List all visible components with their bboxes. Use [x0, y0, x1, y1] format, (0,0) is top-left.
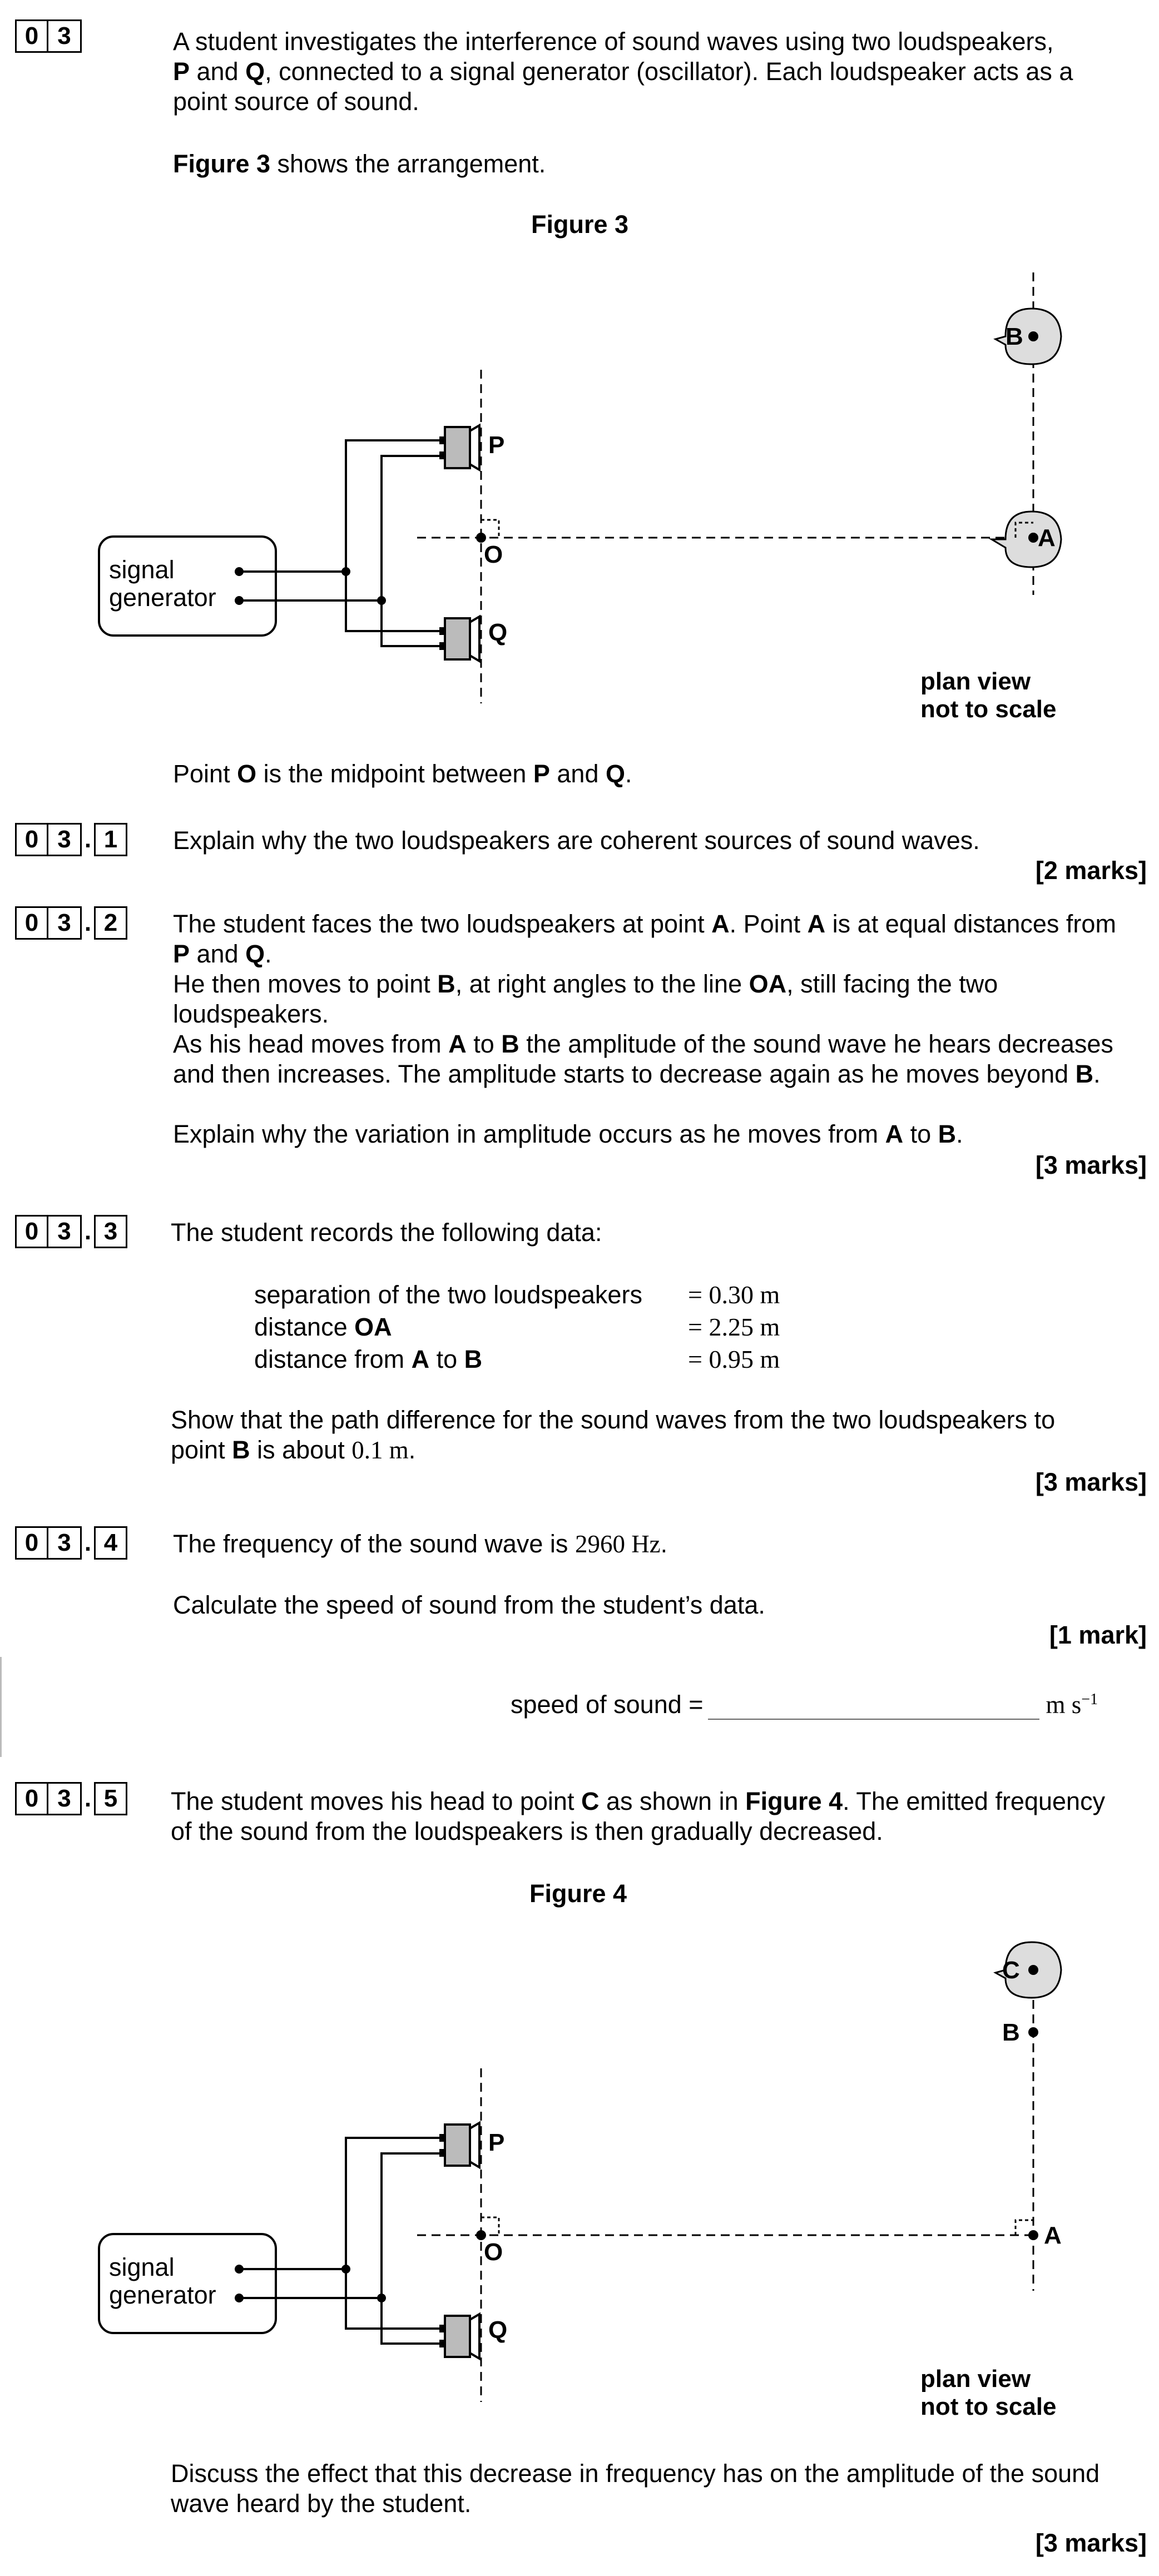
q3-line — [171, 1435, 1150, 1465]
question-digit: 0 — [15, 19, 48, 53]
data-row — [254, 1279, 780, 1311]
text: and — [190, 57, 246, 86]
label-P: P — [488, 431, 505, 459]
data-value: = 0.30 m — [688, 1280, 780, 1309]
label-P: P — [533, 760, 550, 788]
wire-bottom-to-Q — [382, 2298, 445, 2344]
q5-line: wave heard by the student. — [171, 2489, 472, 2518]
question-digit: 3 — [48, 1782, 82, 1815]
question-digit: 4 — [94, 1526, 127, 1560]
data-row — [254, 1343, 780, 1376]
question-digit: 5 — [94, 1782, 127, 1815]
question-number-box-03-2 — [15, 906, 127, 940]
label-B: B — [1075, 1060, 1094, 1088]
text: the amplitude of the sound wave he hears decreases — [519, 1030, 1113, 1058]
data-label — [254, 1311, 688, 1343]
q5-line: of the sound from the loudspeakers is then gradually decreased. — [171, 1817, 883, 1845]
label-OA: OA — [749, 970, 787, 998]
text: distance from — [254, 1345, 412, 1373]
answer-input-line[interactable] — [708, 1692, 1039, 1720]
q2-line — [173, 1059, 1152, 1089]
question-digit: 0 — [15, 1215, 48, 1248]
decimal-point: . — [84, 1785, 92, 1812]
label-A: A — [1044, 2222, 1062, 2249]
generator-label-2: generator — [109, 2281, 216, 2309]
intro-line-2 — [173, 57, 1118, 87]
text: . — [265, 940, 272, 968]
question-digit: 0 — [15, 906, 48, 940]
text: , at right angles to the line — [455, 970, 749, 998]
text: . — [660, 1530, 668, 1558]
decimal-point: . — [84, 909, 92, 936]
question-digit: 3 — [94, 1215, 127, 1248]
q3-data-table — [254, 1279, 780, 1376]
loudspeaker-P — [439, 2123, 479, 2167]
label-OA: OA — [354, 1313, 392, 1341]
figure-4-title: Figure 4 — [529, 1879, 627, 1908]
label-B: B — [938, 1120, 957, 1148]
generator-label-1: signal — [109, 555, 175, 584]
q2-marks: [3 marks] — [1035, 1151, 1147, 1179]
label-A: A — [411, 1345, 430, 1373]
q5-discuss — [171, 2459, 1150, 2519]
figure-3-title: Figure 3 — [531, 210, 629, 239]
point-A-dot — [1028, 2230, 1038, 2240]
point-B-dot — [1028, 331, 1038, 341]
label-Q: Q — [245, 940, 265, 968]
label-B: B — [437, 970, 455, 998]
point-B-dot — [1028, 2027, 1038, 2037]
q3-show-that — [171, 1405, 1150, 1465]
label-B: B — [1006, 323, 1023, 350]
text: and — [190, 940, 246, 968]
text: shows the arrangement. — [270, 150, 546, 178]
text: is at equal distances from — [825, 910, 1116, 938]
q2-line: loudspeakers. — [173, 1000, 329, 1028]
q5-marks: [3 marks] — [1035, 2529, 1147, 2557]
unit-text: m s — [1046, 1691, 1082, 1719]
label-C: C — [1002, 1957, 1020, 1984]
text: point — [171, 1436, 232, 1464]
text: to — [466, 1030, 502, 1058]
q5-text — [171, 1786, 1150, 1847]
text: is the midpoint between — [256, 760, 533, 788]
question-number-box-03-5 — [15, 1782, 127, 1815]
q2-line — [173, 939, 1152, 969]
q2-text — [173, 909, 1152, 1149]
answer-line — [511, 1685, 1098, 1720]
question-digit: 2 — [94, 906, 127, 940]
figure-ref-bold: Figure 4 — [745, 1787, 843, 1815]
unit-exponent: −1 — [1081, 1691, 1098, 1708]
label-P: P — [173, 57, 190, 86]
junction-dot — [341, 2265, 350, 2274]
data-row — [254, 1311, 780, 1343]
label-B: B — [232, 1436, 250, 1464]
question-digit: 0 — [15, 823, 48, 856]
decimal-point: . — [84, 1529, 92, 1556]
data-value: = 0.95 m — [688, 1345, 780, 1373]
label-Q: Q — [245, 57, 265, 86]
label-P: P — [173, 940, 190, 968]
q1-text: Explain why the two loudspeakers are coherent sources of sound waves. — [173, 826, 980, 855]
text: The frequency of the sound wave is — [173, 1530, 575, 1558]
left-margin-line — [0, 1657, 2, 1757]
label-B: B — [464, 1345, 483, 1373]
q2-line — [173, 1029, 1152, 1059]
q2-line — [173, 969, 1152, 999]
question-number-box-03-3 — [15, 1215, 127, 1248]
text: . — [625, 760, 632, 788]
question-number-box-03-1 — [15, 823, 127, 856]
text: He then moves to point — [173, 970, 438, 998]
question-digit: 3 — [48, 19, 82, 53]
data-value: = 2.25 m — [688, 1313, 780, 1341]
intro-line-3: point source of sound. — [173, 87, 419, 116]
label-B: B — [1002, 2019, 1020, 2046]
figure-reference — [173, 149, 546, 179]
text: . Point — [729, 910, 808, 938]
intro-line-1: A student investigates the interference of sound waves using two loudspeakers, — [173, 27, 1054, 56]
answer-label: speed of sound = — [511, 1690, 704, 1719]
text: Explain why the variation in amplitude occurs as he moves from — [173, 1120, 885, 1148]
text: . — [408, 1436, 416, 1464]
answer-unit — [1046, 1685, 1098, 1720]
generator-label-2: generator — [109, 583, 216, 612]
q5-line — [171, 1786, 1150, 1816]
question-digit: 1 — [94, 823, 127, 856]
text: The student moves his head to point — [171, 1787, 581, 1815]
q2-line — [173, 1119, 1152, 1149]
data-label: separation of the two loudspeakers — [254, 1280, 642, 1309]
label-P: P — [488, 2129, 505, 2156]
value: 2960 Hz — [574, 1530, 661, 1558]
text: As his head moves from — [173, 1030, 449, 1058]
decimal-point: . — [84, 1218, 92, 1245]
junction-dot — [341, 567, 350, 576]
label-C: C — [581, 1787, 600, 1815]
q4-instruction: Calculate the speed of sound from the student’s data. — [173, 1591, 765, 1619]
loudspeaker-Q — [439, 617, 479, 661]
loudspeaker-Q — [439, 2314, 479, 2359]
text: and — [549, 760, 606, 788]
figure-4-diagram — [0, 1918, 1159, 2430]
loudspeaker-P — [439, 425, 479, 470]
question-digit: 3 — [48, 1215, 82, 1248]
junction-dot — [377, 596, 386, 605]
figure-3-diagram — [0, 250, 1159, 739]
label-A: A — [885, 1120, 904, 1148]
plan-view-label: plan view — [920, 668, 1031, 695]
point-A-dot — [1028, 533, 1038, 543]
generator-label-1: signal — [109, 2253, 175, 2281]
q4-marks: [1 mark] — [1049, 1621, 1147, 1649]
label-B: B — [501, 1030, 519, 1058]
question-digit: 3 — [48, 823, 82, 856]
question-digit: 0 — [15, 1782, 48, 1815]
midpoint-statement — [173, 759, 632, 789]
not-to-scale-label: not to scale — [920, 696, 1057, 723]
question-digit: 3 — [48, 906, 82, 940]
q2-line — [173, 909, 1152, 939]
data-label — [254, 1343, 688, 1376]
text: The student faces the two loudspeakers at point — [173, 910, 712, 938]
q3-intro: The student records the following data: — [171, 1218, 602, 1247]
text: . — [956, 1120, 963, 1148]
label-A: A — [1038, 524, 1056, 552]
q5-line: Discuss the effect that this decrease in frequency has on the amplitude of the sound — [171, 2459, 1100, 2488]
text: , still facing the two — [786, 970, 998, 998]
label-O: O — [237, 760, 257, 788]
plan-view-label: plan view — [920, 2365, 1031, 2393]
text: Point — [173, 760, 237, 788]
figure-ref-bold: Figure 3 — [173, 150, 271, 178]
text: . The emitted frequency — [843, 1787, 1106, 1815]
text: is about — [250, 1436, 352, 1464]
label-A: A — [711, 910, 730, 938]
text: and then increases. The amplitude starts to decrease again as he moves beyond — [173, 1060, 1076, 1088]
label-O: O — [484, 541, 503, 568]
text: to — [903, 1120, 938, 1148]
q4-text — [173, 1529, 667, 1559]
not-to-scale-label: not to scale — [920, 2393, 1057, 2420]
question-digit: 0 — [15, 1526, 48, 1560]
question-number-box — [15, 19, 82, 53]
label-O: O — [484, 2239, 503, 2266]
question-number-box-03-4 — [15, 1526, 127, 1560]
text: as shown in — [599, 1787, 746, 1815]
label-A: A — [807, 910, 826, 938]
text: , connected to a signal generator (oscillator). Each loudspeaker acts as a — [265, 57, 1073, 86]
wire-bottom-to-Q — [382, 600, 445, 646]
text: distance — [254, 1313, 355, 1341]
label-A: A — [448, 1030, 467, 1058]
question-intro — [173, 27, 1118, 117]
label-Q: Q — [488, 619, 508, 646]
value: 0.1 m — [351, 1436, 409, 1464]
text: to — [429, 1345, 464, 1373]
decimal-point: . — [84, 826, 92, 853]
label-Q: Q — [606, 760, 626, 788]
q1-marks: [2 marks] — [1035, 856, 1147, 885]
question-digit: 3 — [48, 1526, 82, 1560]
point-C-dot — [1028, 1965, 1038, 1975]
label-Q: Q — [488, 2316, 508, 2344]
q3-line: Show that the path difference for the sound waves from the two loudspeakers to — [171, 1406, 1056, 1434]
q3-marks: [3 marks] — [1035, 1468, 1147, 1496]
junction-dot — [377, 2294, 386, 2302]
text: . — [1093, 1060, 1101, 1088]
